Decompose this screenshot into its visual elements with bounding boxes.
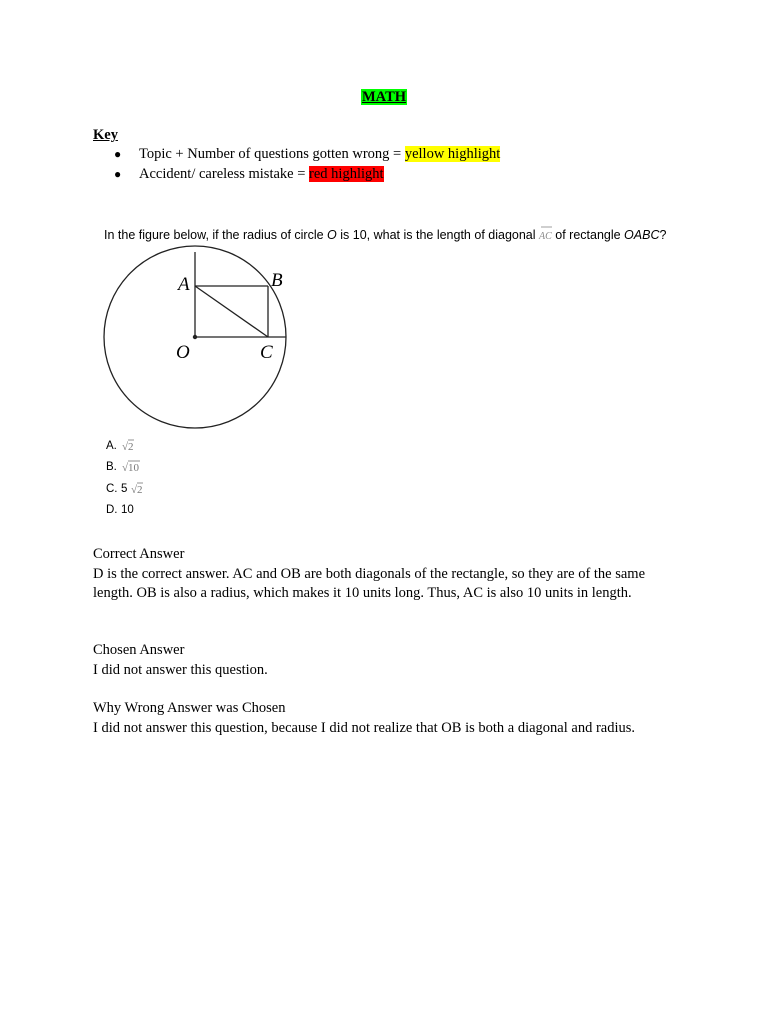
page-title-text: MATH	[361, 89, 407, 105]
choice-letter: B.	[106, 461, 117, 473]
center-o-point	[193, 335, 197, 339]
point-label-c: C	[260, 342, 273, 363]
diagonal-ac-line	[195, 286, 268, 337]
point-label-a: A	[178, 274, 190, 295]
choice-b	[106, 461, 140, 474]
choice-letter: D.	[106, 504, 118, 516]
red-highlight-label: red highlight	[309, 165, 384, 182]
choice-value: 10	[121, 504, 134, 516]
geometry-diagram	[104, 246, 286, 428]
yellow-highlight-label: yellow highlight	[404, 146, 501, 162]
radical-icon: √	[122, 441, 129, 453]
question-prompt: In the figure below, if the radius of circle O is 10, what is the length of diagonal AC of rectangle OABC?	[104, 228, 667, 242]
question-figure-svg	[96, 218, 674, 518]
correct-answer-heading: Correct Answer	[93, 546, 185, 562]
chosen-answer-heading: Chosen Answer	[93, 642, 185, 658]
why-wrong-body: I did not answer this question, because I did not realize that OB is both a diagonal and radius.	[93, 719, 636, 736]
key-list	[114, 145, 500, 184]
key-item-accident	[114, 165, 500, 185]
key-item-text: Topic + Number of questions gotten wrong =	[139, 146, 405, 162]
answer-choices	[106, 440, 143, 516]
key-item-topic	[114, 145, 500, 165]
chosen-answer-body: I did not answer this question.	[93, 661, 268, 678]
bullet-icon: ●	[114, 147, 122, 161]
choice-c	[106, 483, 143, 496]
choice-a	[106, 440, 134, 453]
why-wrong-section	[93, 699, 683, 738]
correct-answer-body: D is the correct answer. AC and OB are both diagonals of the rectangle, so they are of the same length. OB is also a radius, which makes it 10 units long. Thus, AC is also 10 units in length.	[93, 565, 646, 601]
key-item-text: Accident/ careless mistake =	[139, 165, 310, 182]
choice-d	[106, 504, 134, 516]
page-title	[0, 88, 768, 106]
choice-letter: C.	[106, 483, 118, 495]
point-label-o: O	[176, 342, 190, 363]
overline-ac: AC	[539, 231, 552, 242]
radical-icon: √	[122, 462, 129, 474]
key-heading: Key	[93, 127, 118, 143]
chosen-answer-section	[93, 641, 683, 680]
question-image	[96, 218, 674, 518]
radical-icon: √	[131, 484, 138, 496]
bullet-icon: ●	[114, 166, 122, 181]
choice-value: 5	[121, 483, 128, 495]
correct-answer-section	[93, 545, 683, 604]
point-label-b: B	[271, 270, 283, 291]
choice-radicand: 2	[137, 484, 143, 496]
choice-letter: A.	[106, 440, 117, 452]
why-wrong-heading: Why Wrong Answer was Chosen	[93, 700, 286, 716]
choice-radicand: 2	[128, 441, 134, 453]
choice-radicand: 10	[128, 462, 139, 474]
